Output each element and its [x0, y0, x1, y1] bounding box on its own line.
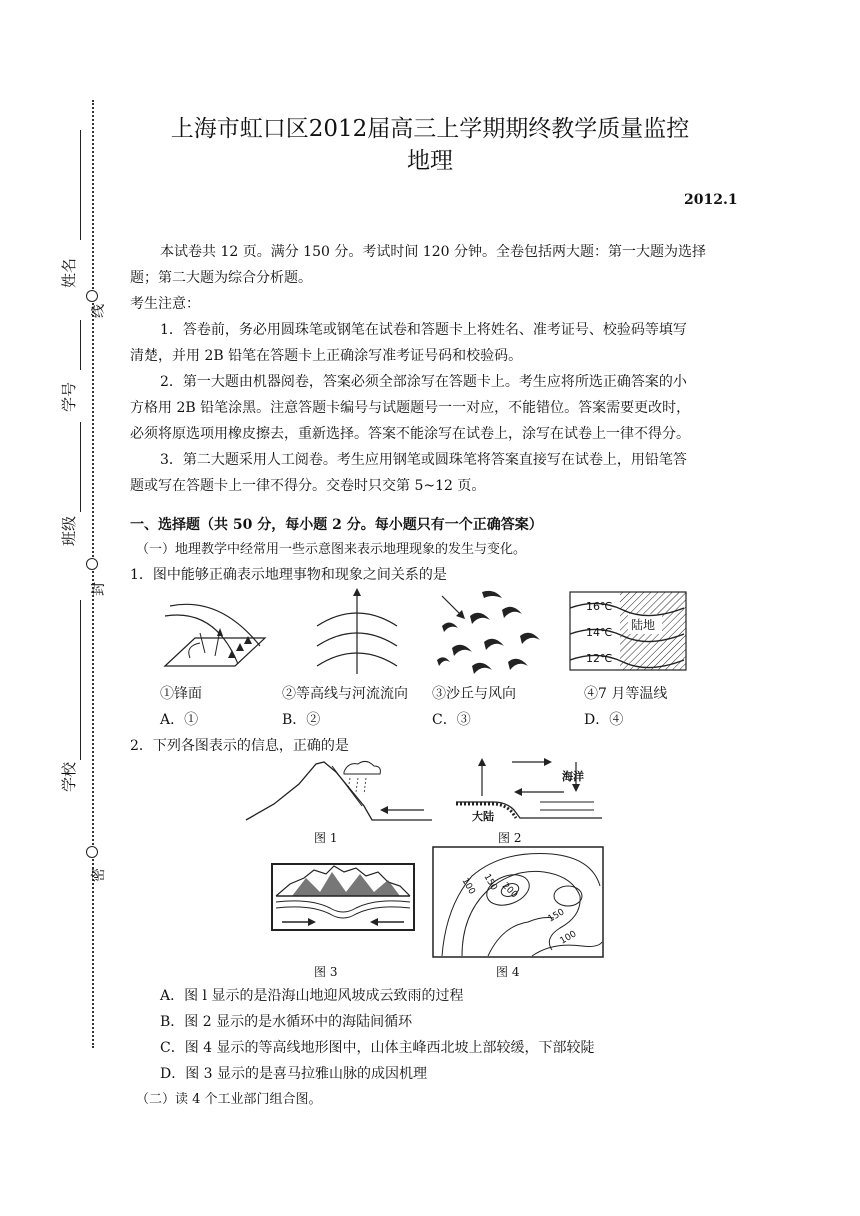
q2-figure-2-sea-land [454, 756, 604, 828]
isotherm-12-label: 12℃ [586, 652, 613, 665]
intro-line-1: 本试卷共 12 页。满分 150 分。考试时间 120 分钟。全卷包括两大题：第一大题为选择 [160, 244, 706, 260]
margin-studentid-label: 学号 [60, 381, 78, 412]
fig2-ocean-label: 海洋 [562, 770, 584, 783]
page-subtitle: 地理 [407, 148, 453, 174]
q1-figure-isotherms [568, 590, 688, 674]
school-underline [80, 600, 81, 760]
q1-option-c: C．③ [432, 712, 471, 728]
q2-figure-1-orographic [244, 758, 434, 824]
q2-fig2-label: 图 2 [498, 831, 522, 845]
intro-line-2: 题；第二大题为综合分析题。 [130, 270, 312, 286]
binding-dotted-line [92, 100, 94, 1048]
q2-fig1-label: 图 1 [314, 831, 338, 845]
q2-option-b: B．图 2 显示的是水循环中的海陆间循环 [160, 1014, 413, 1030]
question-2: 2．下列各图表示的信息，正确的是 [130, 738, 349, 754]
isotherm-land-label: 陆地 [631, 618, 656, 632]
subsection-1: （一）地理教学中经常用一些示意图来表示地理现象的发生与变化。 [136, 542, 527, 557]
q1-figure-dunes-wind [432, 586, 552, 678]
fig2-land-label: 大陆 [472, 810, 494, 823]
subsection-2: （二）读 4 个工业部门组合图。 [136, 1092, 322, 1107]
isotherm-14-label: 14℃ [586, 626, 613, 639]
margin-line-label: 线 [91, 304, 107, 318]
q1-caption-3: ③沙丘与风向 [432, 686, 516, 702]
notice-3b: 题或写在答题卡上一律不得分。交卷时只交第 5~12 页。 [130, 478, 486, 494]
margin-seal-label: 封 [91, 582, 107, 596]
notice-2a: 2．第一大题由机器阅卷，答案必须全部涂写在答题卡上。考生应将所选正确答案的小 [160, 374, 687, 390]
page-title: 上海市虹口区2012届高三上学期期终教学质量监控 [170, 116, 690, 142]
question-1: 1．图中能够正确表示地理事物和现象之间关系的是 [130, 567, 447, 583]
q1-option-b: B．② [282, 712, 321, 728]
fig4-label-150b: 150 [546, 907, 567, 925]
fig4-label-100b: 100 [558, 929, 579, 947]
notice-2c: 必须将原选项用橡皮擦去，重新选择。答案不能涂写在试卷上，涂写在试卷上一律不得分。 [130, 426, 690, 442]
q2-option-d: D．图 3 显示的是喜马拉雅山脉的成因机理 [160, 1066, 428, 1082]
q1-option-a: A．① [160, 712, 199, 728]
q1-caption-2: ②等高线与河流流向 [282, 686, 408, 702]
q1-option-d: D．④ [584, 712, 624, 728]
class-underline [80, 422, 81, 512]
q1-caption-4: ④7 月等温线 [584, 686, 668, 702]
q2-option-a: A．图 l 显示的是沿海山地迎风坡成云致雨的过程 [160, 988, 464, 1004]
fig4-label-100a: 100 [459, 876, 477, 897]
notice-1b: 清楚，并用 2B 铅笔在答题卡上正确涂写准考证号码和校验码。 [130, 348, 523, 364]
notice-1a: 1．答卷前，务必用圆珠笔或钢笔在试卷和答题卡上将姓名、准考证号、校验码等填写 [160, 322, 687, 338]
margin-school-label: 学校 [60, 761, 78, 792]
fig4-label-150a: 150 [481, 872, 499, 893]
q2-figure-4-contour-map [432, 846, 604, 958]
q2-fig4-label: 图 4 [496, 965, 520, 979]
q2-fig3-label: 图 3 [314, 965, 338, 979]
notice-2b: 方格用 2B 铅笔涂黑。注意答题卡编号与试题题号一一对应，不能错位。答案需要更改时， [130, 400, 691, 416]
seal-circle [86, 558, 98, 570]
line-circle [86, 290, 98, 302]
q2-option-c: C．图 4 显示的等高线地形图中，山体主峰西北坡上部较缓，下部较陡 [160, 1040, 595, 1056]
q1-figure-front [160, 588, 270, 680]
notice-label: 考生注意： [130, 296, 200, 312]
isotherm-16-label: 16℃ [586, 600, 613, 613]
fig4-label-200: 200 [499, 881, 520, 901]
q2-figure-3-plate-collision [270, 862, 416, 932]
margin-class-label: 班级 [60, 515, 78, 546]
notice-3a: 3．第二大题采用人工阅卷。考生应用钢笔或圆珠笔将答案直接写在试卷上，用铅笔答 [160, 452, 687, 468]
margin-secret-label: 密 [91, 868, 107, 882]
q1-caption-1: ①锋面 [160, 686, 202, 702]
margin-name-label: 姓名 [60, 257, 78, 288]
section1-heading: 一、选择题（共 50 分，每小题 2 分。每小题只有一个正确答案） [130, 517, 543, 533]
secret-circle [86, 846, 98, 858]
q1-figure-contour-river [312, 586, 402, 678]
studentid-underline-top [80, 320, 81, 370]
exam-date: 2012.1 [684, 192, 738, 208]
